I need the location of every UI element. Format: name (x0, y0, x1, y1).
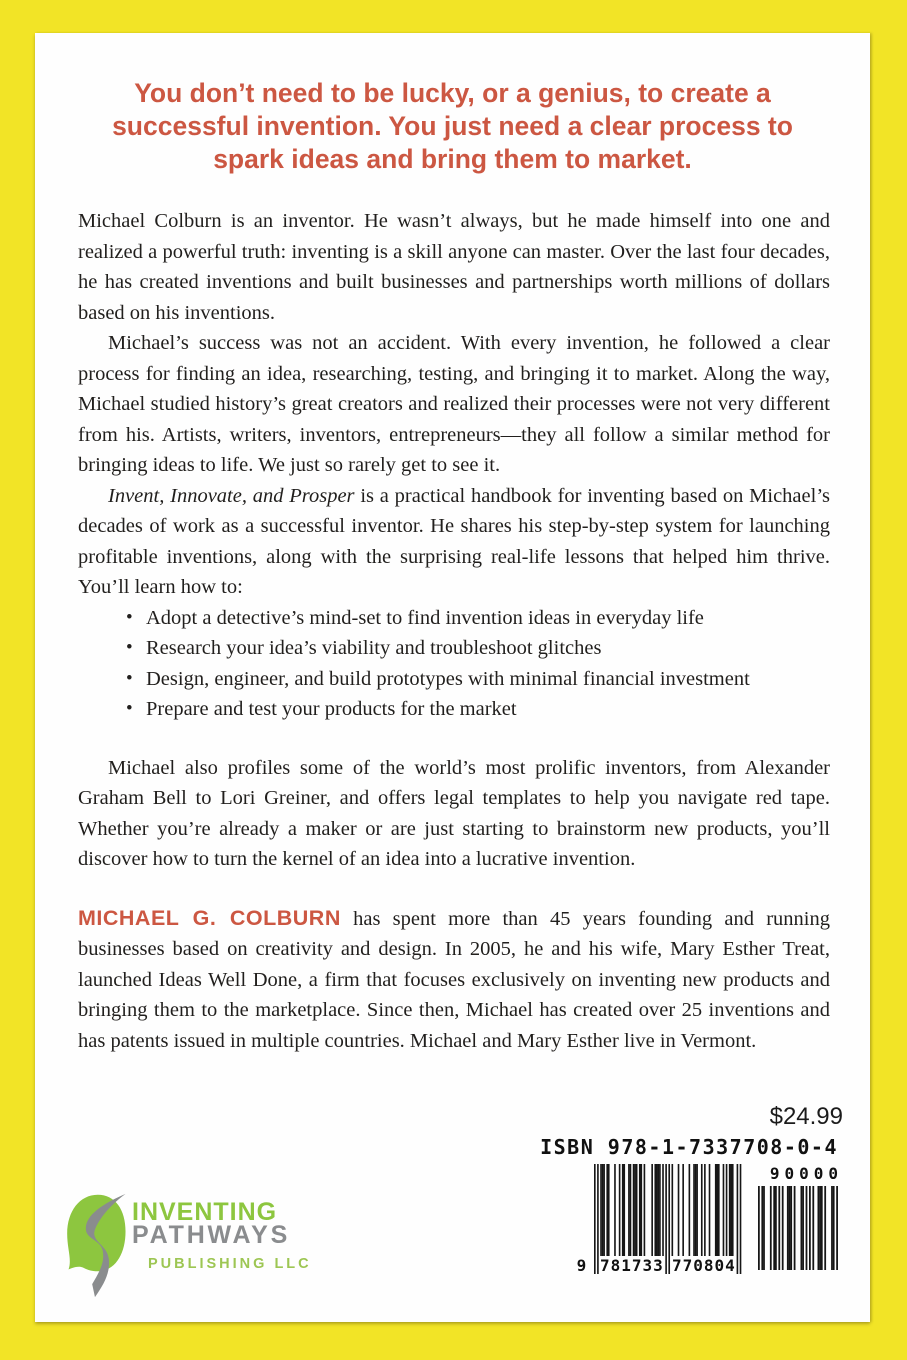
tagline: You don’t need to be lucky, or a genius, to create a successful invention. You just need a clear process to spark ideas and bring them to market. (112, 78, 793, 174)
supplement-price-code: 90000 (769, 1164, 843, 1183)
barcode-digit-group-2: 770804 (672, 1256, 736, 1275)
bullet-item: • Adopt a detective’s mind-set to find invention ideas in everyday life (126, 603, 830, 634)
back-cover-copy (35, 206, 870, 1056)
body-paragraph-2: Michael’s success was not an accident. With every invention, he followed a clear process for finding an idea, researching, testing, and bringing it to market. Along the way, Michael studied history’s great creators and realized their processes were not very different from his. Artists, writers, inventors, entrepreneurs—they all follow a similar method for bringing ideas to life. We just so rarely get to see it. (78, 332, 830, 476)
barcode-area (540, 1135, 843, 1304)
publisher-logo (63, 1192, 312, 1298)
learning-bullet-list (78, 603, 830, 725)
barcode-row (540, 1164, 843, 1304)
bullet-item: • Design, engineer, and build prototypes with minimal financial investment (126, 664, 830, 695)
publisher-name-line-2: PATHWAYS (132, 1221, 291, 1249)
publisher-name-line-1: INVENTING (132, 1198, 278, 1226)
body-paragraph-3 (78, 481, 830, 603)
publisher-wordmark (132, 1198, 312, 1272)
author-name: MICHAEL G. COLBURN (78, 905, 341, 930)
body-paragraph-4: Michael also profiles some of the world’s most prolific inventors, from Alexander Graham Bell to Lori Greiner, and offers legal templates to help you navigate red tape. Whether you’re already a maker or are just starting to brainstorm new products, you’ll discover how to turn the kernel of an idea into a lucrative invention. (78, 756, 830, 870)
book-title: Invent, Innovate, and Prosper (108, 484, 355, 507)
bullet-item: • Prepare and test your products for the market (126, 694, 830, 725)
barcode-digit-group-1: 781733 (600, 1256, 664, 1275)
ean5-supplement-barcode (758, 1164, 843, 1270)
publisher-name-line-3: PUBLISHING LLC (148, 1256, 312, 1272)
bullet-item: • Research your idea’s viability and troubleshoot glitches (126, 633, 830, 664)
body-paragraph-1: Michael Colburn is an inventor. He wasn’t always, but he made himself into one and realized a powerful truth: inventing is a skill anyone can master. Over the last four decades, he has created inventions and built businesses and partnerships worth millions of dollars based on his inventions. (78, 210, 830, 324)
isbn-label: ISBN 978-1-7337708-0-4 (540, 1135, 838, 1159)
barcode-digit-lead: 9 (576, 1256, 588, 1275)
pathway-leaf-icon (63, 1192, 129, 1298)
body-paragraph-3-text: is a practical handbook for inventing based on Michael’s decades of work as a successful inventor. He shares his step-by-step system for launching profitable inventions, along with the surprising real-life lessons that helped him thrive. You’ll learn how to: (78, 484, 830, 598)
cover-inner-panel (35, 33, 870, 1322)
author-bio-text: has spent more than 45 years founding and running businesses based on creativity and design. In 2005, he and his wife, Mary Esther Treat, launched Ideas Well Done, a firm that focuses exclusively on inventing new products and bringing them to the marketplace. Since then, Michael has created over 25 inventions and has patents issued in multiple countries. Michael and Mary Esther live in Vermont. (78, 907, 830, 1052)
author-bio-paragraph (78, 903, 830, 1057)
supplement-bars (758, 1186, 838, 1270)
ean13-barcode (576, 1164, 742, 1304)
price-label: $24.99 (769, 1103, 843, 1130)
